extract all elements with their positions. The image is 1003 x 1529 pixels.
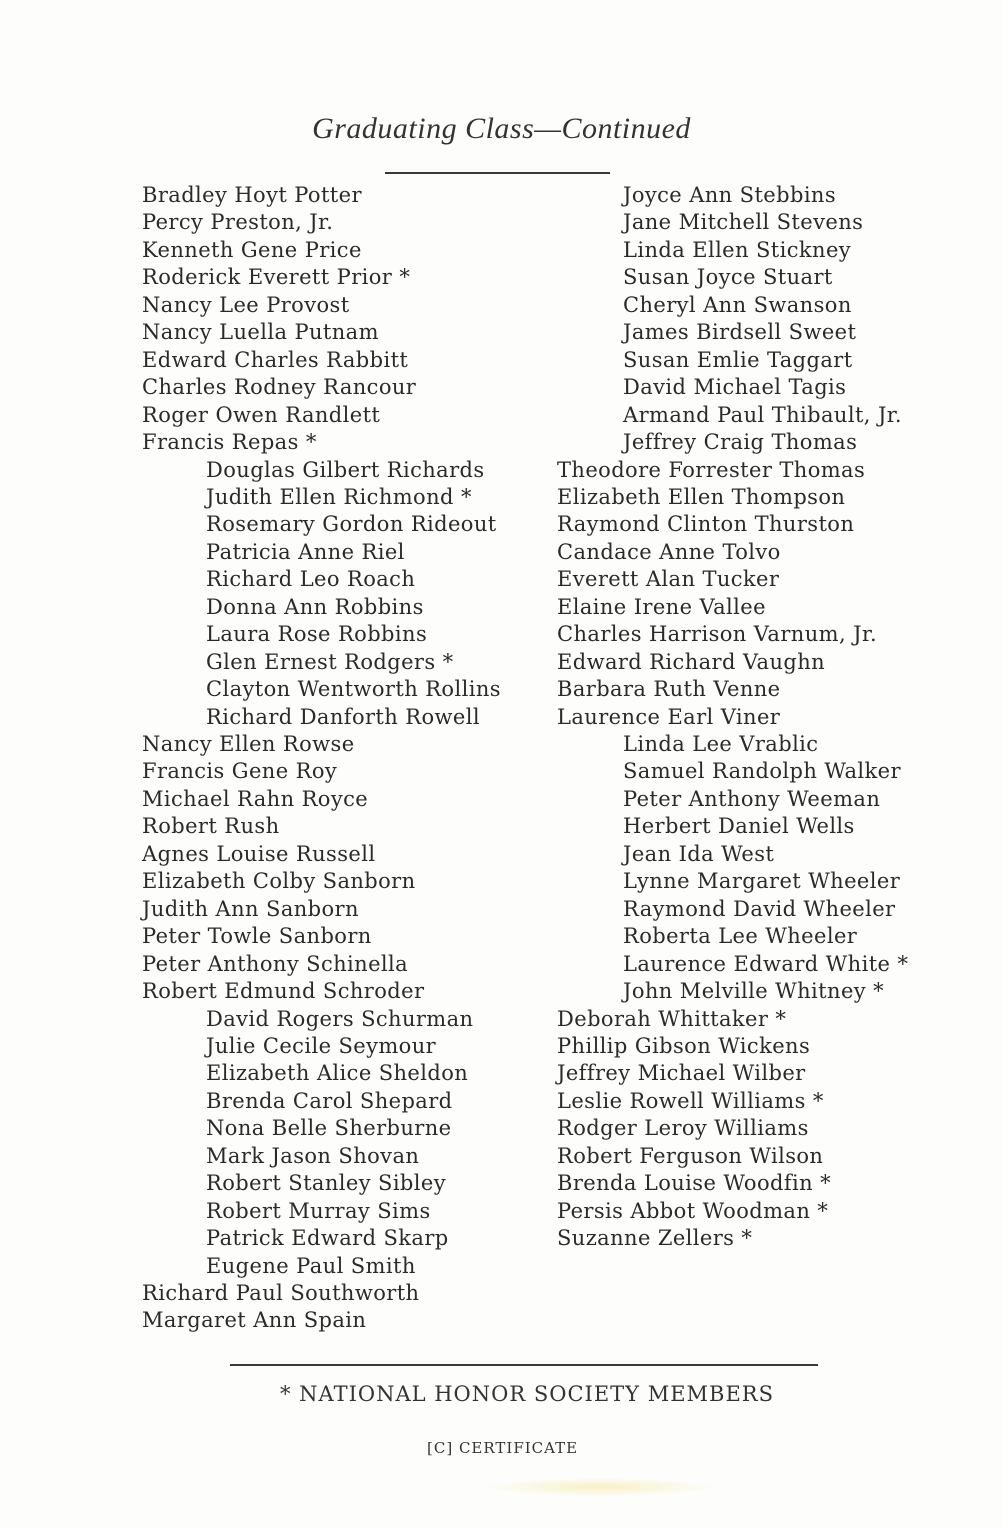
graduate-name: Judith Ann Sanborn [142,896,359,921]
graduate-name: Everett Alan Tucker [557,567,780,592]
graduate-name: Elizabeth Ellen Thompson [557,484,846,509]
graduate-name: Robert Ferguson Wilson [557,1143,824,1168]
graduate-name: Barbara Ruth Venne [557,677,781,702]
paper-stain [485,1478,715,1496]
graduate-name: Jane Mitchell Stevens [623,210,864,235]
graduate-name: Raymond Clinton Thurston [557,512,855,537]
title-divider [385,172,610,174]
graduate-name: Julie Cecile Seymour [206,1033,437,1058]
graduate-name: James Birdsell Sweet [623,320,857,345]
graduate-name: Richard Danforth Rowell [206,704,480,729]
graduate-name: Linda Ellen Stickney [623,237,852,262]
honor-society-footnote: * NATIONAL HONOR SOCIETY MEMBERS [280,1382,774,1406]
graduate-name: Rodger Leroy Williams [557,1116,809,1141]
graduate-name: Brenda Carol Shepard [206,1088,453,1113]
graduate-name: Jeffrey Craig Thomas [623,430,858,455]
graduate-name: Mark Jason Shovan [206,1143,420,1168]
graduate-name: Nona Belle Sherburne [206,1116,452,1141]
graduate-name: Edward Charles Rabbitt [142,347,409,372]
graduate-name: Linda Lee Vrablic [623,732,819,756]
graduate-name: Donna Ann Robbins [206,594,424,619]
graduate-name: Percy Preston, Jr. [142,210,334,235]
graduate-name: David Michael Tagis [623,375,847,400]
graduate-name: Robert Murray Sims [206,1198,431,1223]
graduate-name: Jean Ida West [623,841,775,866]
graduate-name: Richard Leo Roach [206,567,416,592]
graduate-name: Elaine Irene Vallee [557,594,766,619]
graduate-name: Patrick Edward Skarp [206,1226,449,1251]
graduate-name: Suzanne Zellers * [557,1226,753,1251]
graduate-name: John Melville Whitney * [623,979,885,1004]
graduate-name: Laurence Earl Viner [557,704,781,729]
graduate-name: Jeffrey Michael Wilber [557,1061,806,1086]
graduate-name: Candace Anne Tolvo [557,539,781,564]
graduate-name: David Rogers Schurman [206,1006,474,1031]
graduate-name: Theodore Forrester Thomas [557,457,866,482]
graduate-name: Clayton Wentworth Rollins [206,677,501,702]
graduate-name: Laurence Edward White * [623,951,909,976]
graduate-name: Agnes Louise Russell [142,841,376,866]
graduate-name: Raymond David Wheeler [623,896,896,921]
graduate-name: Peter Towle Sanborn [142,924,372,949]
graduate-name: Eugene Paul Smith [206,1253,416,1278]
graduate-name: Samuel Randolph Walker [623,759,901,784]
graduate-name: Susan Emlie Taggart [623,347,853,372]
graduate-name: Francis Gene Roy [142,759,338,784]
graduate-name: Douglas Gilbert Richards [206,457,485,482]
graduate-name: Charles Rodney Rancour [142,375,417,400]
graduate-name: Francis Repas * [142,430,317,455]
graduate-name: Michael Rahn Royce [142,786,369,811]
graduate-name: Joyce Ann Stebbins [623,183,837,207]
footer-divider [230,1364,818,1366]
page-title: Graduating Class—Continued [312,112,691,145]
graduate-name: Bradley Hoyt Potter [142,183,362,207]
graduate-name: Brenda Louise Woodfin * [557,1171,832,1196]
graduate-name: Phillip Gibson Wickens [557,1033,811,1058]
graduate-name: Margaret Ann Spain [142,1308,367,1333]
graduate-name: Peter Anthony Schinella [142,951,409,976]
graduate-name: Elizabeth Colby Sanborn [142,869,416,894]
graduate-name: Robert Rush [142,814,280,839]
graduate-name: Armand Paul Thibault, Jr. [623,402,902,427]
graduate-name: Glen Ernest Rodgers * [206,649,454,674]
graduate-name: Peter Anthony Weeman [623,786,881,811]
graduate-name: Richard Paul Southworth [142,1281,420,1305]
page-code: [C] CERTIFICATE [427,1439,579,1457]
graduate-name: Roger Owen Randlett [142,402,381,427]
graduate-name: Nancy Luella Putnam [142,320,379,345]
graduate-name: Deborah Whittaker * [557,1006,787,1031]
graduate-name: Charles Harrison Varnum, Jr. [557,622,878,647]
graduate-name: Patricia Anne Riel [206,539,405,564]
graduate-name: Judith Ellen Richmond * [206,484,472,509]
graduate-name: Rosemary Gordon Rideout [206,512,497,537]
graduate-name: Robert Edmund Schroder [142,979,425,1004]
graduate-name: Herbert Daniel Wells [623,814,855,839]
graduate-name: Leslie Rowell Williams * [557,1088,824,1113]
graduate-name: Persis Abbot Woodman * [557,1198,829,1223]
graduate-name: Roberta Lee Wheeler [623,924,858,949]
graduate-name: Robert Stanley Sibley [206,1171,446,1196]
graduate-name: Susan Joyce Stuart [623,265,833,290]
graduate-name: Roderick Everett Prior * [142,265,411,290]
graduate-name: Lynne Margaret Wheeler [623,869,901,894]
graduate-name: Nancy Lee Provost [142,292,350,317]
graduate-name: Nancy Ellen Rowse [142,732,355,756]
graduate-name: Laura Rose Robbins [206,622,428,647]
graduate-name: Elizabeth Alice Sheldon [206,1061,469,1086]
graduate-name: Edward Richard Vaughn [557,649,826,674]
graduate-name: Cheryl Ann Swanson [623,292,852,317]
graduate-name: Kenneth Gene Price [142,237,362,262]
